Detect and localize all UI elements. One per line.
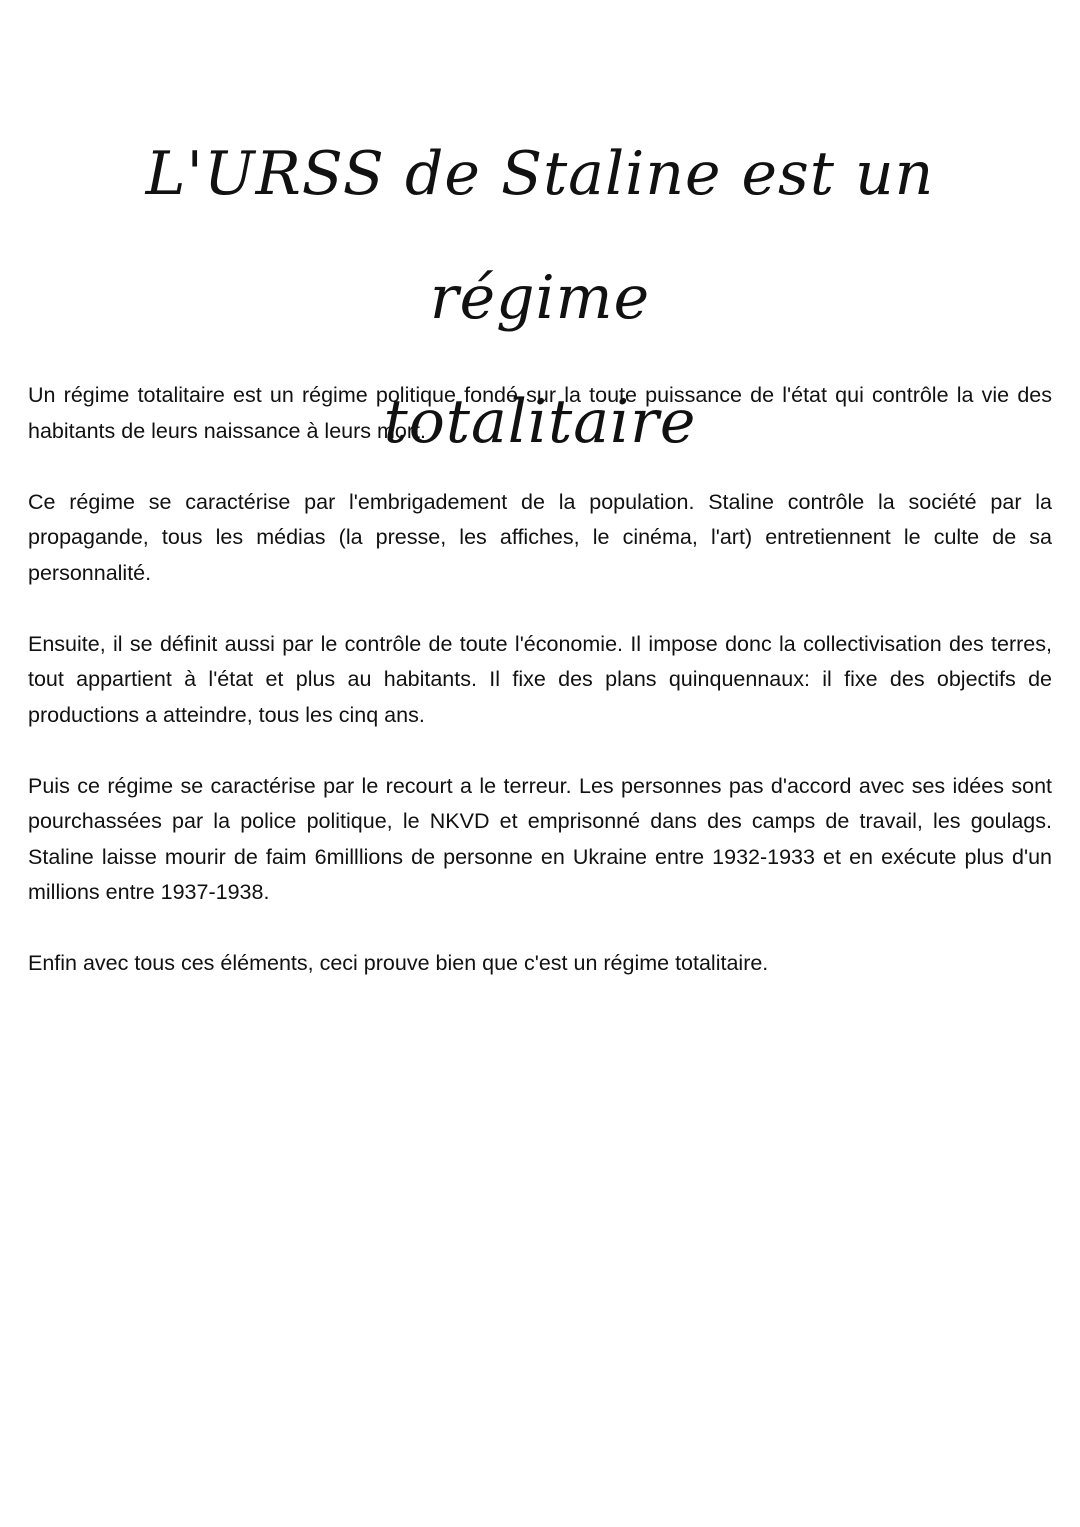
title-line-2: totalitaire — [383, 387, 697, 457]
paragraph-propaganda: Ce régime se caractérise par l'embrigadement de la population. Staline contrôle la société par la propagande, tous les médias (la presse, les affiches, le cinéma, l'art) entretiennent le culte de sa personnalité. — [28, 489, 1052, 585]
title-line-1: L'URSS de Staline est un régime — [145, 139, 935, 333]
paragraph-terror: Puis ce régime se caractérise par le recourt a le terreur. Les personnes pas d'accord avec ses idées sont pourchassées par la police politique, le NKVD et emprisonné dans des camps de travail, les goulags. Staline laisse mourir de faim 6milllions de personne en Ukraine entre 1932-1933 et en exécute plus d'un millions entre 1937-1938. — [28, 773, 1052, 904]
paragraph-conclusion: Enfin avec tous ces éléments, ceci prouve bien que c'est un régime totalitaire. — [28, 951, 769, 975]
paragraph-definition: Un régime totalitaire est un régime politique fondé sur la toute puissance de l'état qui contrôle la vie des habitants de leurs naissance à leurs mort. — [28, 383, 1052, 443]
document-body — [28, 378, 1052, 1017]
paragraph-economy: Ensuite, il se définit aussi par le contrôle de toute l'économie. Il impose donc la collectivisation des terres, tout appartient à l'état et plus au habitants. Il fixe des plans quinquennaux: il fixe des objectifs de productions a atteindre, tous les cinq ans. — [28, 631, 1052, 727]
